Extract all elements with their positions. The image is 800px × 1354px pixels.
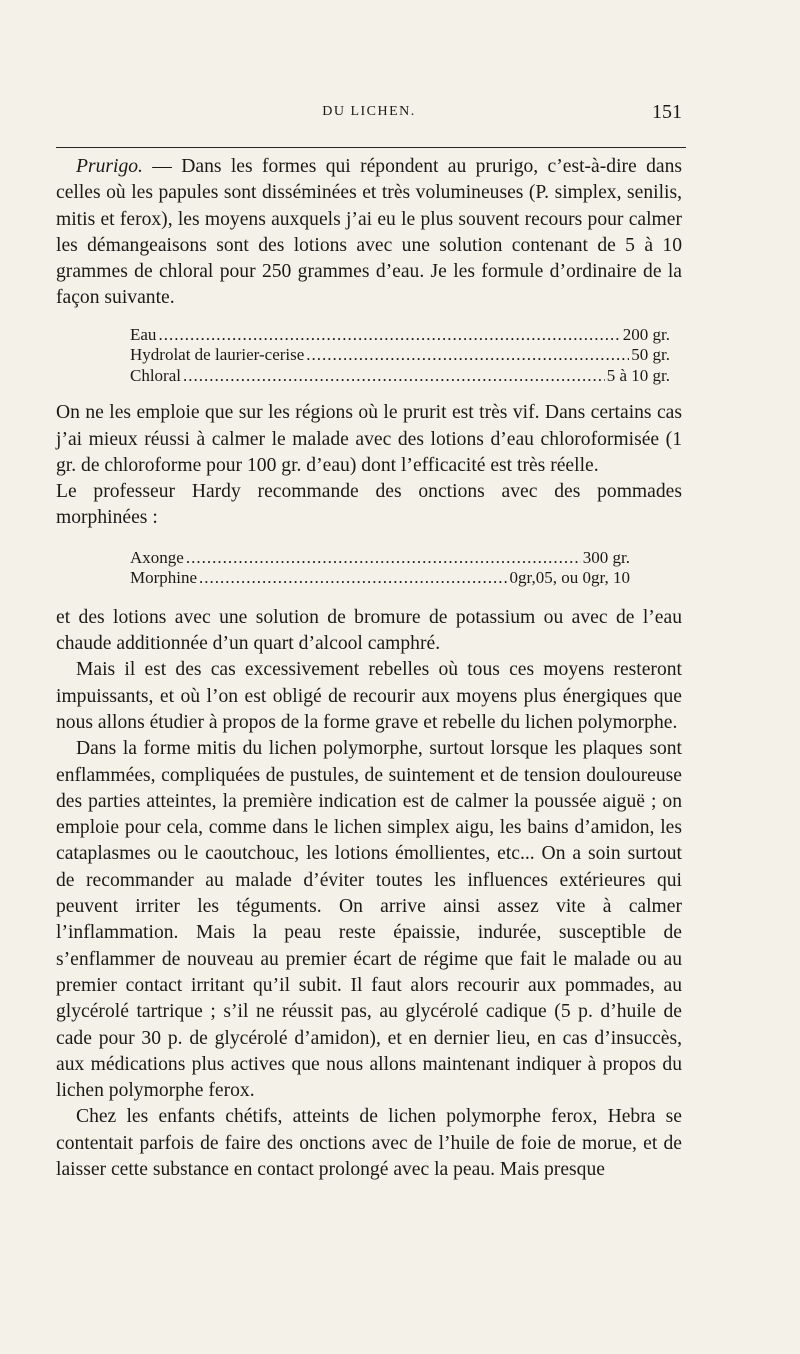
paragraph-forme-mitis: Dans la forme mitis du lichen polymorphe, surtout lorsque les plaques sont enflammées, compliquées de pustules, de suintement et de tension douloureuse des parties atteintes, la première indication est de calmer la poussée aiguë ; on emploie pour cela, comme dans le lichen simplex aigu, les bains d’amidon, les cataplasmes ou le caoutchouc, les lotions émollientes, etc... On a soin surtout de recommander au malade d’éviter toutes les influences extérieures qui peuvent irriter les téguments. On arrive ainsi assez vite à calmer l’inflammation. Mais la peau reste épaissie, indurée, susceptible de s’enflammer de nouveau au premier écart de régime que fait le malade ou au premier contact irritant qu’il subit. Il faut alors recourir aux pommades, au glycérolé tartrique ; s’il ne réussit pas, au glycérolé cadique (5 p. d’huile de cade pour 30 p. de glycérolé d’amidon), et en dernier lieu, en cas d’insuccès, aux médications plus actives que nous allons maintenant indiquer à propos du lichen polymorphe ferox. [56,738,682,1102]
recipe-row [130,345,670,366]
header-rule [56,147,686,148]
page-number: 151 [652,101,682,123]
paragraph-lotions: On ne les emploie que sur les régions où le prurit est très vif. Dans certains cas j’ai mieux réussi à calmer le malade avec des lotions d’eau chloroformisée (1 gr. de chloroforme pour 100 gr. d’eau) dont l’efficacité est très réelle. [56,402,682,476]
ingredient: Morphine [130,568,198,588]
recipe-row [130,325,670,346]
page-header [56,101,682,132]
dot-leader [199,568,507,589]
recipe-row [130,548,630,569]
paragraph-text: — Dans les formes qui répondent au prurigo, c’est-à-dire dans celles où les papules sont disséminées et très volumineuses (P. simplex, senilis, mitis et ferox), les moyens auxquels j’ai eu le plus souvent recours pour calmer les démangeaisons sont des lotions avec une solution contenant de 5 à 10 grammes de chloral pour 250 grammes d’eau. Je les formule d’ordinaire de la façon suivante. [56,156,682,309]
dot-leader [186,548,581,569]
runin-heading: Prurigo. [76,156,143,177]
paragraph-rebelles: Mais il est des cas excessivement rebelles où tous ces moyens resteront impuissants, et où l’on est obligé de recourir aux moyens plus énergiques que nous allons étudier à propos de la forme grave et rebelle du lichen polymorphe. [56,659,682,733]
page-body [56,154,682,1183]
recipe-morphine [130,548,630,589]
dot-leader [183,366,605,387]
quantity: 300 gr. [582,547,630,567]
quantity: 0gr,05, ou 0gr, 10 [509,568,630,588]
ingredient: Eau [130,324,157,344]
quantity: 5 à 10 gr. [606,365,670,385]
paragraph-enfants: Chez les enfants chétifs, atteints de lichen polymorphe ferox, Hebra se contentait parfois de faire des onctions avec de l’huile de foie de morue, et de laisser cette substance en contact prolongé avec la peau. Mais presque [56,1106,682,1180]
dot-leader [158,325,620,346]
paragraph-prurigo [56,154,682,312]
paragraph-bromure: et des lotions avec une solution de bromure de potassium ou avec de l’eau chaude additionnée d’un quart d’alcool camphré. [56,606,682,655]
quantity: 200 gr. [622,324,670,344]
recipe-chloral [130,325,670,387]
ingredient: Hydrolat de laurier-cerise [130,345,305,365]
paragraph-hardy: Le professeur Hardy recommande des onctions avec des pommades morphinées : [56,481,682,529]
recipe-row [130,366,670,387]
quantity: 50 gr. [631,345,670,365]
running-title: DU LICHEN. [322,104,416,119]
ingredient: Chloral [130,365,181,385]
ingredient: Axonge [130,547,184,567]
recipe-row [130,568,630,589]
dot-leader [306,345,629,366]
